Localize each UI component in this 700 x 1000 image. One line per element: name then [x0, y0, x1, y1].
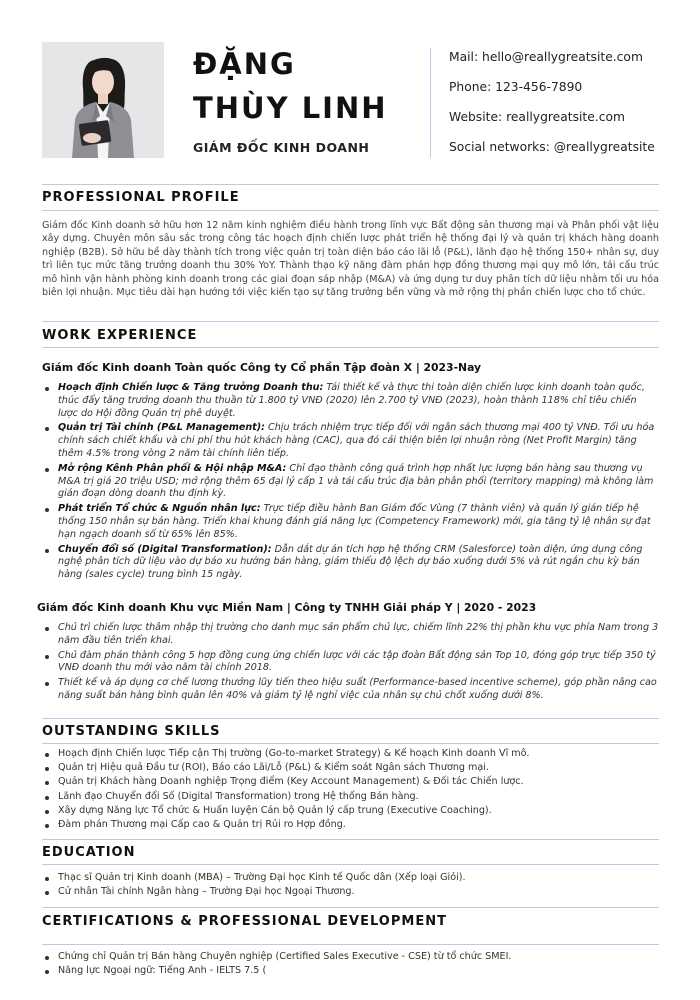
divider-skills-top	[42, 718, 659, 719]
divider-profile-bottom	[42, 210, 659, 211]
list-item: Chứng chỉ Quản trị Bán hàng Chuyên nghiệp (Certified Sales Executive - CSE) từ tổ chức SMEI.	[42, 950, 659, 964]
job-title: GIÁM ĐỐC KINH DOANH	[193, 140, 370, 155]
achievement-text: Tái thiết kế và thực thi toàn diện chiến lược kinh doanh toàn quốc, thúc đẩy tăng trưởng doanh thu thuần từ 1.800 tỷ VNĐ (2020) lên 2.700 tỷ VNĐ (2023), hoàn thành 118% chỉ tiêu chiến lược do Hội đồng Quản trị phê duyệt.	[58, 382, 645, 419]
contact-mail[interactable]: Mail: hello@reallygreatsite.com	[449, 50, 643, 64]
list-item	[42, 382, 659, 420]
name-line-2: THÙY LINH	[193, 91, 388, 125]
list-item: Thiết kế và áp dụng cơ chế lương thưởng lũy tiến theo hiệu suất (Performance-based incentive scheme), góp phần nâng cao năng suất bán hàng bình quân lên 40% và giảm tỷ lệ nghỉ việc của nhân sự chủ chốt xuống dưới 8%.	[42, 677, 659, 703]
contact-website[interactable]: Website: reallygreatsite.com	[449, 110, 625, 124]
contact-social[interactable]: Social networks: @reallygreatsite	[449, 140, 655, 154]
job1-achievements	[42, 382, 659, 584]
profile-text: Giám đốc Kinh doanh sở hữu hơn 12 năm kinh nghiệm điều hành trong lĩnh vực Bất động sản thương mại và Phân phối vật liệu xây dựng. Chuyên môn sâu sắc trong công tác hoạch định chiến lược phát triển hệ thống đại lý và quản trị khách hàng doanh nghiệp (B2B). Sở hữu bề dày thành tích trong việc quản trị toàn diện báo cáo lãi lỗ (P&L), lãnh đạo hệ thống 150+ nhân sự, duy trì liên tục mức tăng trưởng doanh thu 30% YoY. Thành thạo kỹ năng đàm phán hợp đồng thương mại quy mô lớn, tái cấu trúc mô hình vận hành phòng kinh doanh trong các giai đoạn sáp nhập (M&A) và ứng dụng tư duy phân tích dữ liệu nhằm tối ưu hóa biên lợi nhuận. Mục tiêu dài hạn hướng tới việc kiến tạo sự tăng trưởng bền vững và mở rộng thị phần chiến lược cho tổ chức.	[42, 220, 659, 299]
divider-education-top	[42, 839, 659, 840]
divider-work-top	[42, 321, 659, 322]
list-item: Chủ đàm phán thành công 5 hợp đồng cung ứng chiến lược với các tập đoàn Bất động sản Top 10, đóng góp trực tiếp 350 tỷ VNĐ doanh thu mới vào năm tài chính 2018.	[42, 650, 659, 676]
achievement-label: Chuyển đổi số (Digital Transformation):	[58, 543, 272, 555]
header-divider	[430, 48, 431, 158]
divider-profile-top	[42, 184, 659, 185]
contact-phone[interactable]: Phone: 123-456-7890	[449, 80, 583, 94]
list-item: Đàm phán Thương mại Cấp cao & Quản trị Rủi ro Hợp đồng.	[42, 818, 659, 832]
contact-block	[449, 50, 655, 170]
section-title-profile: PROFESSIONAL PROFILE	[42, 190, 240, 205]
list-item: Xây dựng Năng lực Tổ chức & Huấn luyện Cán bộ Quản lý cấp trung (Executive Coaching).	[42, 804, 659, 818]
achievement-text: Trực tiếp điều hành Ban Giám đốc Vùng (7 thành viên) và quản lý gián tiếp hệ thống 150 nhân sự bán hàng. Triển khai khung đánh giá năng lực (Competency Framework) mới, gia tăng tỷ lệ nhân sự đạt hạn ngạch doanh số từ 65% lên 85%.	[58, 503, 651, 540]
profile-photo	[42, 42, 164, 158]
divider-cert-top	[42, 907, 659, 908]
portrait-illustration	[42, 42, 164, 158]
divider-education-bottom	[42, 864, 659, 865]
job2-achievements	[42, 622, 659, 705]
achievement-label: Phát triển Tổ chức & Nguồn nhân lực:	[58, 503, 261, 515]
job-heading-2: Giám đốc Kinh doanh Khu vực Miền Nam | Công ty TNHH Giải pháp Y | 2020 - 2023	[37, 601, 537, 614]
list-item	[42, 503, 659, 541]
achievement-label: Quản trị Tài chính (P&L Management):	[58, 422, 265, 434]
education-list	[42, 871, 659, 899]
divider-work-bottom	[42, 347, 659, 348]
section-title-certifications: CERTIFICATIONS & PROFESSIONAL DEVELOPMENT	[42, 914, 447, 929]
list-item: Hoạch định Chiến lược Tiếp cận Thị trường (Go-to-market Strategy) & Kế hoạch Kinh doanh Vĩ mô.	[42, 747, 659, 761]
achievement-text: Chịu trách nhiệm trực tiếp đối với ngân sách thương mại 400 tỷ VNĐ. Tối ưu hóa chính sách chiết khấu và chi phí thu hút khách hàng (CAC), qua đó cải thiện biên lợi nhuận ròng (Net Profit Margin) tăng thêm 4.5% trong vòng 2 năm tài chính liên tiếp.	[58, 422, 655, 459]
list-item: Cử nhân Tài chính Ngân hàng – Trường Đại học Ngoại Thương.	[42, 885, 659, 899]
name-line-1: ĐẶNG	[193, 47, 296, 81]
list-item	[42, 544, 659, 582]
divider-skills-bottom	[42, 743, 659, 744]
skills-list	[42, 747, 659, 832]
list-item: Chủ trì chiến lược thâm nhập thị trường cho danh mục sản phẩm chủ lực, chiếm lĩnh 22% thị phần khu vực phía Nam trong 3 năm đầu tiên triển khai.	[42, 622, 659, 648]
job-heading-1: Giám đốc Kinh doanh Toàn quốc Công ty Cổ phần Tập đoàn X | 2023-Nay	[42, 361, 482, 374]
list-item: Quản trị Hiệu quả Đầu tư (ROI), Báo cáo Lãi/Lỗ (P&L) & Kiểm soát Ngân sách Thương mại.	[42, 761, 659, 775]
list-item: Lãnh đạo Chuyển đổi Số (Digital Transformation) trong Hệ thống Bán hàng.	[42, 790, 659, 804]
candidate-name	[193, 42, 388, 130]
list-item	[42, 463, 659, 501]
achievement-text: Dẫn dắt dự án tích hợp hệ thống CRM (Salesforce) toàn diện, ứng dụng công nghệ phân tích dữ liệu vào dự báo xu hướng bán hàng, giảm thiểu độ lệch dự báo xuống dưới 5% và rút ngắn chu kỳ bán hàng (sales cycle) trung bình 15 ngày.	[58, 543, 643, 581]
divider-cert-bottom	[42, 944, 659, 945]
list-item: Quản trị Khách hàng Doanh nghiệp Trọng điểm (Key Account Management) & Đối tác Chiến lược.	[42, 775, 659, 789]
section-title-work: WORK EXPERIENCE	[42, 328, 198, 343]
certifications-list	[42, 950, 659, 978]
achievement-label: Hoạch định Chiến lược & Tăng trưởng Doanh thu:	[58, 382, 324, 393]
list-item: Năng lực Ngoại ngữ: Tiếng Anh - IELTS 7.5 (	[42, 964, 659, 978]
list-item	[42, 422, 659, 460]
list-item: Thạc sĩ Quản trị Kinh doanh (MBA) – Trường Đại học Kinh tế Quốc dân (Xếp loại Giỏi).	[42, 871, 659, 885]
section-title-skills: OUTSTANDING SKILLS	[42, 724, 221, 739]
section-title-education: EDUCATION	[42, 845, 136, 860]
achievement-label: Mở rộng Kênh Phân phối & Hội nhập M&A:	[58, 462, 287, 474]
achievement-text: Chỉ đạo thành công quá trình hợp nhất lực lượng bán hàng sau thương vụ M&A trị giá 20 triệu USD; mở rộng thêm 65 đại lý cấp 1 và tái cấu trúc địa bàn phân phối (territory mapping) mà không làm gián đoạn dòng doanh thu định kỳ.	[58, 462, 654, 500]
